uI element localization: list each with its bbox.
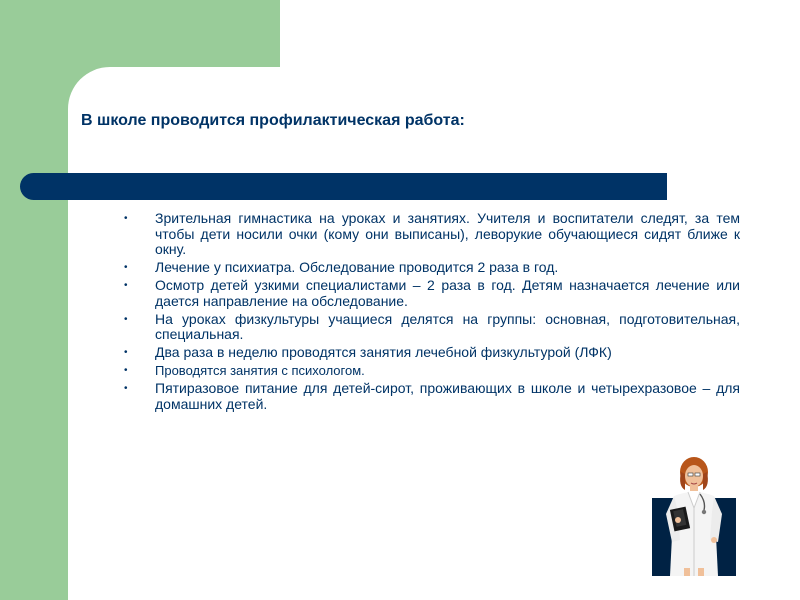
bullet-icon: •	[124, 383, 128, 394]
bullet-list	[120, 211, 740, 415]
list-item: • Проводятся занятия с психологом.	[124, 363, 365, 378]
list-item: • Лечение у психиатра. Обследование проводится 2 раза в год.	[124, 259, 559, 275]
title-divider-band	[20, 173, 667, 200]
bullet-icon: •	[124, 313, 128, 325]
list-item: • Два раза в неделю проводятся занятия лечебной физкультурой (ЛФК)	[124, 344, 612, 360]
bullet-icon: •	[124, 213, 128, 224]
list-item: • Пятиразовое питание для детей-сирот, проживающих в школе и четырехразовое – для домашних детей.	[124, 380, 740, 412]
list-item: • Зрительная гимнастика на уроках и занятиях. Учителя и воспитатели следят, за тем чтобы дети носили очки (кому они выписаны), леворукие обучающиеся сидят ближе к окну.	[124, 210, 740, 257]
bullet-icon: •	[124, 365, 128, 376]
doctor-clipart-icon	[652, 452, 736, 576]
list-item: • Осмотр детей узкими специалистами – 2 раза в год. Детям назначается лечение или дается направление на обследование.	[124, 277, 740, 309]
bullet-icon: •	[124, 280, 128, 291]
list-item: • На уроках физкультуры учащиеся делятся на группы: основная, подготовительная, специальная.	[124, 310, 740, 342]
green-left-stripe	[0, 0, 68, 600]
bullet-icon: •	[124, 262, 128, 273]
bullet-icon: •	[124, 347, 128, 358]
slide-title: В школе проводится профилактическая работа:	[81, 112, 465, 129]
